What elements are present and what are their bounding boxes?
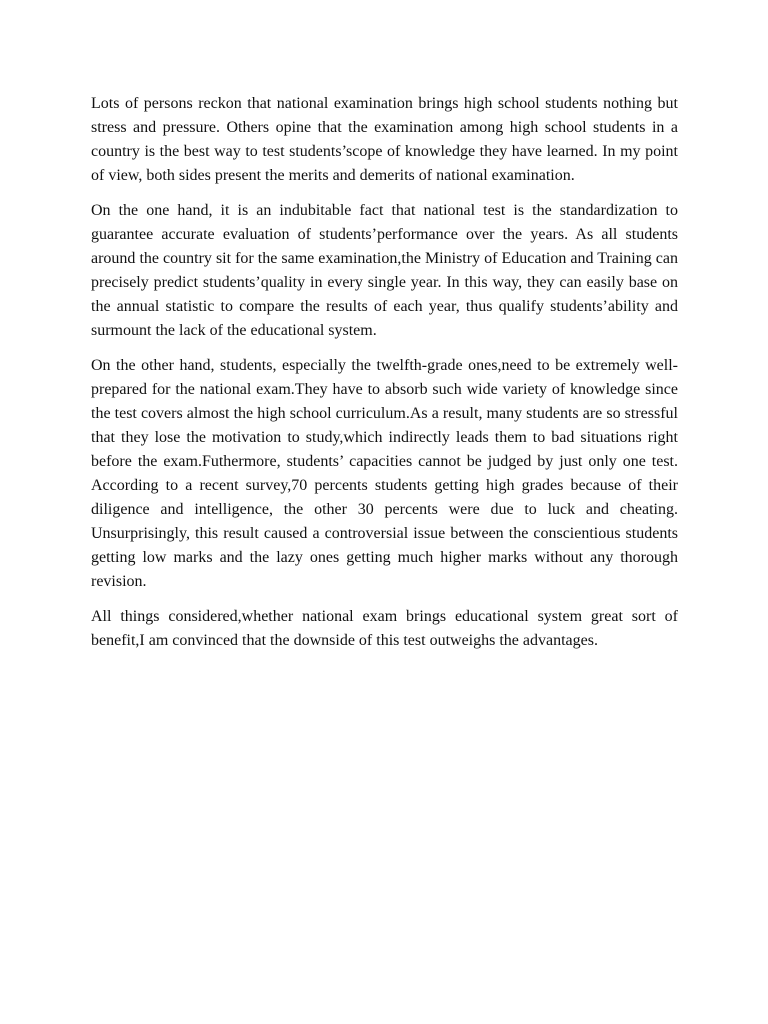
paragraph-other-hand: On the other hand, students, especially the twelfth-grade ones,need to be extremely well-prepared for the national exam.They have to absorb such wide variety of knowledge since the test covers almost the high school curriculum.As a result, many students are so stressful that they lose the motivation to study,which indirectly leads them to bad situations right before the exam.Futhermore, students’ capacities cannot be judged by just only one test. According to a recent survey,70 percents students getting high grades because of their diligence and intelligence, the other 30 percents were due to luck and cheating. Unsurprisingly, this result caused a controversial issue between the conscientious students getting low marks and the lazy ones getting much higher marks without any thorough revision. (91, 357, 678, 590)
paragraph-conclusion: All things considered,whether national exam brings educational system great sort of benefit,I am convinced that the downside of this test outweighs the advantages. (91, 608, 678, 649)
paragraph-intro: Lots of persons reckon that national examination brings high school students nothing but stress and pressure. Others opine that the examination among high school students in a country is the best way to test students’scope of knowledge they have learned. In my point of view, both sides present the merits and demerits of national examination. (91, 95, 678, 184)
essay-body (91, 92, 678, 664)
paragraph-one-hand: On the one hand, it is an indubitable fact that national test is the standardization to guarantee accurate evaluation of students’performance over the years. As all students around the country sit for the same examination,the Ministry of Education and Training can precisely predict students’quality in every single year. In this way, they can easily base on the annual statistic to compare the results of each year, thus qualify students’ability and surmount the lack of the educational system. (91, 202, 678, 339)
